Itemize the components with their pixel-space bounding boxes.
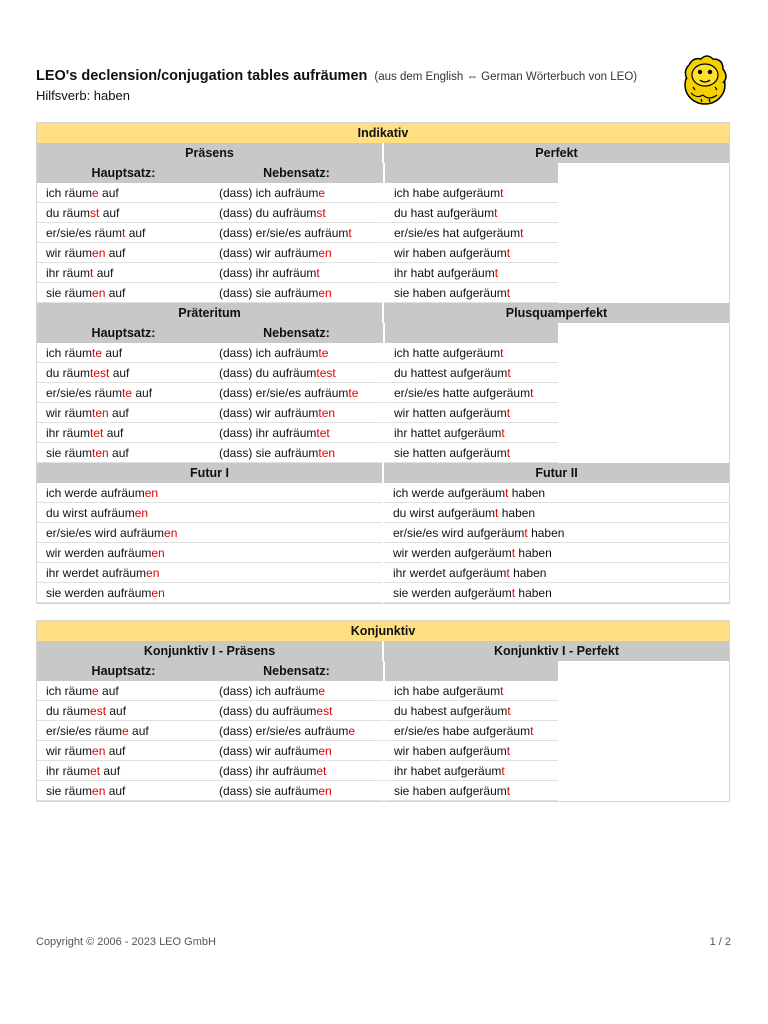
form-stem: du räum <box>46 206 91 220</box>
form-ending: te <box>92 346 103 360</box>
section-title: Indikativ <box>37 123 729 143</box>
nebensatz-form <box>210 443 383 463</box>
perfect-form <box>385 721 558 741</box>
form-stem: er/sie/es hatte aufgeräum <box>394 386 531 400</box>
konjunktiv-table <box>36 620 730 802</box>
form-stem: (dass) er/sie/es aufräum <box>219 724 349 738</box>
hauptsatz-form <box>37 203 210 223</box>
form-stem: wir haben aufgeräum <box>394 246 507 260</box>
form-stem: wir haben aufgeräum <box>394 744 507 758</box>
nebensatz-form <box>210 363 383 383</box>
form-stem: (dass) du aufräum <box>219 366 317 380</box>
form-ending: en <box>318 784 332 798</box>
form-rest: auf <box>106 704 127 718</box>
future-perfect-form <box>384 583 729 603</box>
group-header <box>37 463 729 483</box>
hauptsatz-form <box>37 243 210 263</box>
table-row <box>37 543 729 563</box>
perfect-form <box>385 781 558 801</box>
form-stem: (dass) ich aufräum <box>219 346 319 360</box>
form-ending: en <box>318 246 332 260</box>
hauptsatz-form <box>37 263 210 283</box>
table-row <box>37 781 729 801</box>
form-stem: du hast aufgeräum <box>394 206 495 220</box>
form-stem: ihr räum <box>46 764 91 778</box>
form-stem: wir räum <box>46 406 93 420</box>
tense-right: Konjunktiv I - Perfekt <box>384 641 729 661</box>
form-ending: t <box>500 684 504 698</box>
form-stem: wir werden aufräum <box>46 546 152 560</box>
nebensatz-form <box>210 263 383 283</box>
future-perfect-form <box>384 503 729 523</box>
hauptsatz-label: Hauptsatz: <box>37 661 210 681</box>
form-stem: (dass) wir aufräum <box>219 744 319 758</box>
table-row <box>37 443 729 463</box>
form-ending: ten <box>92 406 109 420</box>
future-form <box>37 543 382 563</box>
form-stem: (dass) du aufräum <box>219 206 317 220</box>
form-rest: auf <box>105 286 126 300</box>
form-stem: sie hatten aufgeräum <box>394 446 507 460</box>
form-stem: er/sie/es wird aufräum <box>46 526 165 540</box>
form-rest: auf <box>108 446 129 460</box>
form-ending: t <box>501 764 505 778</box>
perfect-form <box>385 383 558 403</box>
form-ending: e <box>348 724 356 738</box>
form-stem: (dass) er/sie/es aufräum <box>219 226 349 240</box>
tense-left: Präteritum <box>37 303 382 323</box>
form-ending: t <box>495 506 499 520</box>
future-form <box>37 503 382 523</box>
nebensatz-form <box>210 283 383 303</box>
form-stem: du hattest aufgeräum <box>394 366 508 380</box>
hauptsatz-form <box>37 363 210 383</box>
form-stem: du habest aufgeräum <box>394 704 508 718</box>
form-ending: est <box>90 704 107 718</box>
form-rest: auf <box>98 186 119 200</box>
form-ending: t <box>507 366 511 380</box>
form-ending: en <box>146 566 160 580</box>
form-ending: t <box>506 784 511 798</box>
table-row <box>37 503 729 523</box>
title-line <box>36 66 686 87</box>
form-ending: t <box>494 206 498 220</box>
form-stem: ihr räum <box>46 426 91 440</box>
table-row <box>37 343 729 363</box>
form-ending: t <box>524 526 528 540</box>
form-ending: t <box>348 226 352 240</box>
perfect-form <box>385 761 558 781</box>
group-header <box>37 641 729 661</box>
nebensatz-form <box>210 681 383 701</box>
form-stem: sie haben aufgeräum <box>394 784 507 798</box>
form-ending: t <box>494 266 499 280</box>
form-ending: t <box>506 246 511 260</box>
nebensatz-form <box>210 721 383 741</box>
form-rest: haben <box>508 486 546 500</box>
form-rest: auf <box>105 784 126 798</box>
form-rest: haben <box>498 506 536 520</box>
form-ending: e <box>92 684 99 698</box>
form-ending: t <box>530 386 534 400</box>
form-stem: er/sie/es räum <box>46 386 123 400</box>
form-ending: en <box>92 784 106 798</box>
form-stem: sie räum <box>46 286 93 300</box>
form-ending: te <box>318 346 329 360</box>
table-row <box>37 583 729 603</box>
form-stem: ihr räum <box>46 266 91 280</box>
clause-header <box>37 163 729 183</box>
perfect-form <box>385 223 558 243</box>
form-ending: t <box>506 406 511 420</box>
form-stem: sie räum <box>46 784 93 798</box>
indikativ-table <box>36 122 730 604</box>
form-ending: st <box>316 206 326 220</box>
leo-lion-icon <box>681 53 729 107</box>
form-ending: et <box>90 764 101 778</box>
perfect-form <box>385 443 558 463</box>
form-stem: wir räum <box>46 246 93 260</box>
form-stem: (dass) ihr aufräum <box>219 426 317 440</box>
form-stem: (dass) ihr aufräum <box>219 266 317 280</box>
tense-left: Konjunktiv I - Präsens <box>37 641 382 661</box>
form-stem: (dass) sie aufräum <box>219 784 319 798</box>
conjugation-rows <box>37 343 729 463</box>
nebensatz-form <box>210 183 383 203</box>
table-row <box>37 363 729 383</box>
hauptsatz-form <box>37 681 210 701</box>
hauptsatz-label: Hauptsatz: <box>37 163 210 183</box>
form-ending: t <box>500 186 504 200</box>
form-stem: ich habe aufgeräum <box>394 186 501 200</box>
form-ending: tet <box>90 426 104 440</box>
perfect-form <box>385 363 558 383</box>
form-ending: e <box>122 724 129 738</box>
nebensatz-form <box>210 203 383 223</box>
form-ending: t <box>122 226 126 240</box>
page-title: LEO's declension/conjugation tables aufräumen <box>36 68 368 84</box>
tense-right: Plusquamperfekt <box>384 303 729 323</box>
table-row <box>37 523 729 543</box>
form-ending: te <box>348 386 359 400</box>
form-rest: auf <box>102 346 123 360</box>
nebensatz-label: Nebensatz: <box>210 661 383 681</box>
hauptsatz-form <box>37 781 210 801</box>
form-stem: sie werden aufgeräum <box>393 586 512 600</box>
form-ending: en <box>164 526 178 540</box>
form-rest: auf <box>125 226 146 240</box>
form-stem: ihr werdet aufgeräum <box>393 566 507 580</box>
form-stem: ihr werdet aufräum <box>46 566 147 580</box>
form-ending: en <box>318 286 332 300</box>
form-ending: t <box>501 426 505 440</box>
table-row <box>37 283 729 303</box>
clause-header <box>37 661 729 681</box>
form-stem: ihr hattet aufgeräum <box>394 426 502 440</box>
nebensatz-form <box>210 761 383 781</box>
perfect-form <box>385 741 558 761</box>
form-ending: t <box>511 586 516 600</box>
form-stem: du wirst aufgeräum <box>393 506 496 520</box>
form-ending: st <box>90 206 100 220</box>
form-ending: t <box>507 704 511 718</box>
form-stem: ich räum <box>46 346 93 360</box>
clause-header <box>37 323 729 343</box>
hauptsatz-form <box>37 761 210 781</box>
table-row <box>37 741 729 761</box>
form-stem: er/sie/es hat aufgeräum <box>394 226 521 240</box>
nebensatz-form <box>210 423 383 443</box>
table-row <box>37 701 729 721</box>
hauptsatz-form <box>37 701 210 721</box>
table-row <box>37 263 729 283</box>
form-stem: (dass) wir aufräum <box>219 406 319 420</box>
hauptsatz-form <box>37 183 210 203</box>
table-row <box>37 183 729 203</box>
hauptsatz-form <box>37 403 210 423</box>
tense-left: Futur I <box>37 463 382 483</box>
form-ending: t <box>530 724 534 738</box>
form-rest: haben <box>527 526 565 540</box>
table-row <box>37 721 729 741</box>
hauptsatz-form <box>37 423 210 443</box>
form-stem: wir räum <box>46 744 93 758</box>
table-row <box>37 761 729 781</box>
nebensatz-form <box>210 403 383 423</box>
form-rest: auf <box>132 386 153 400</box>
table-row <box>37 681 729 701</box>
group-header <box>37 143 729 163</box>
form-rest: auf <box>93 266 114 280</box>
future-form <box>37 523 382 543</box>
perfect-form <box>385 681 558 701</box>
hauptsatz-form <box>37 443 210 463</box>
nebensatz-form <box>210 701 383 721</box>
form-stem: ich hatte aufgeräum <box>394 346 501 360</box>
form-rest: haben <box>515 586 552 600</box>
perfect-form <box>385 423 558 443</box>
auxiliary-verb: Hilfsverb: haben <box>36 88 130 103</box>
form-stem: er/sie/es habe aufgeräum <box>394 724 531 738</box>
form-ending: en <box>92 744 106 758</box>
form-ending: t <box>505 486 509 500</box>
form-stem: (dass) sie aufräum <box>219 286 319 300</box>
form-ending: en <box>151 586 165 600</box>
nebensatz-form <box>210 741 383 761</box>
hauptsatz-label: Hauptsatz: <box>37 323 210 343</box>
form-stem: wir hatten aufgeräum <box>394 406 507 420</box>
table-row <box>37 423 729 443</box>
form-stem: (dass) wir aufräum <box>219 246 319 260</box>
form-stem: sie haben aufgeräum <box>394 286 507 300</box>
conjugation-rows <box>37 183 729 303</box>
form-ending: t <box>506 286 511 300</box>
form-ending: en <box>92 286 106 300</box>
form-ending: t <box>500 346 504 360</box>
table-row <box>37 243 729 263</box>
form-stem: ich räum <box>46 684 93 698</box>
form-stem: er/sie/es wird aufgeräum <box>393 526 525 540</box>
form-ending: en <box>151 546 165 560</box>
perfect-form <box>385 343 558 363</box>
empty-header-cell <box>385 661 558 681</box>
group-header <box>37 303 729 323</box>
tense-right: Perfekt <box>384 143 729 163</box>
hauptsatz-form <box>37 741 210 761</box>
nebensatz-label: Nebensatz: <box>210 163 383 183</box>
hauptsatz-form <box>37 223 210 243</box>
form-stem: er/sie/es räum <box>46 724 123 738</box>
form-stem: ihr habt aufgeräum <box>394 266 495 280</box>
empty-header-cell <box>385 163 558 183</box>
form-stem: er/sie/es räum <box>46 226 123 240</box>
form-stem: (dass) du aufräum <box>219 704 317 718</box>
form-stem: du räum <box>46 704 91 718</box>
dictionary-source: (aus dem English ⇔ German Wörterbuch von LEO) <box>374 71 638 83</box>
empty-header-cell <box>385 323 558 343</box>
perfect-form <box>385 283 558 303</box>
future-form <box>37 563 382 583</box>
form-ending: te <box>122 386 133 400</box>
form-ending: t <box>511 546 516 560</box>
form-rest: haben <box>515 546 552 560</box>
form-ending: e <box>318 186 326 200</box>
form-ending: ten <box>318 406 336 420</box>
form-rest: auf <box>100 764 121 778</box>
table-row <box>37 383 729 403</box>
hauptsatz-form <box>37 283 210 303</box>
form-ending: e <box>92 186 99 200</box>
form-ending: est <box>316 704 333 718</box>
form-rest: auf <box>98 684 119 698</box>
tense-right: Futur II <box>384 463 729 483</box>
form-stem: wir werden aufgeräum <box>393 546 512 560</box>
form-stem: (dass) er/sie/es aufräum <box>219 386 349 400</box>
form-ending: en <box>318 744 332 758</box>
form-ending: en <box>144 486 159 500</box>
form-ending: t <box>90 266 94 280</box>
perfect-form <box>385 263 558 283</box>
form-rest: auf <box>108 406 129 420</box>
form-stem: ich habe aufgeräum <box>394 684 501 698</box>
table-row <box>37 483 729 503</box>
form-ending: et <box>316 764 327 778</box>
perfect-form <box>385 403 558 423</box>
table-row <box>37 403 729 423</box>
form-ending: t <box>316 266 320 280</box>
form-stem: ich räum <box>46 186 93 200</box>
future-form <box>37 583 382 603</box>
nebensatz-form <box>210 223 383 243</box>
future-perfect-form <box>384 523 729 543</box>
form-ending: test <box>316 366 336 380</box>
form-stem: (dass) ich aufräum <box>219 684 319 698</box>
form-ending: tet <box>316 426 330 440</box>
perfect-form <box>385 701 558 721</box>
perfect-form <box>385 183 558 203</box>
form-stem: ich werde aufräum <box>46 486 145 500</box>
form-ending: e <box>318 684 326 698</box>
perfect-form <box>385 243 558 263</box>
form-stem: ihr habet aufgeräum <box>394 764 502 778</box>
form-stem: (dass) sie aufräum <box>219 446 319 460</box>
page-header <box>36 66 686 104</box>
form-stem: sie werden aufräum <box>46 586 152 600</box>
future-perfect-form <box>384 543 729 563</box>
form-stem: (dass) ihr aufräum <box>219 764 317 778</box>
nebensatz-form <box>210 781 383 801</box>
nebensatz-form <box>210 343 383 363</box>
form-ending: ten <box>318 446 336 460</box>
table-row <box>37 563 729 583</box>
nebensatz-form <box>210 243 383 263</box>
form-ending: t <box>520 226 524 240</box>
form-stem: (dass) ich aufräum <box>219 186 319 200</box>
form-rest: haben <box>509 566 547 580</box>
form-rest: auf <box>128 724 149 738</box>
copyright: Copyright © 2006 - 2023 LEO GmbH <box>36 936 216 948</box>
form-rest: auf <box>103 426 124 440</box>
nebensatz-label: Nebensatz: <box>210 323 383 343</box>
tense-left: Präsens <box>37 143 382 163</box>
future-form <box>37 483 382 503</box>
hauptsatz-form <box>37 383 210 403</box>
nebensatz-form <box>210 383 383 403</box>
form-stem: sie räum <box>46 446 93 460</box>
future-perfect-form <box>384 563 729 583</box>
form-ending: en <box>134 506 149 520</box>
conjugation-rows <box>37 681 729 801</box>
section-title: Konjunktiv <box>37 621 729 641</box>
form-stem: du räum <box>46 366 91 380</box>
form-rest: auf <box>109 366 130 380</box>
form-stem: du wirst aufräum <box>46 506 135 520</box>
form-ending: ten <box>92 446 109 460</box>
form-rest: auf <box>99 206 120 220</box>
form-ending: en <box>92 246 106 260</box>
hauptsatz-form <box>37 721 210 741</box>
form-rest: auf <box>105 246 126 260</box>
form-ending: t <box>506 744 511 758</box>
future-perfect-form <box>384 483 729 503</box>
form-stem: ich werde aufgeräum <box>393 486 506 500</box>
form-ending: t <box>506 446 511 460</box>
hauptsatz-form <box>37 343 210 363</box>
conjugation-rows <box>37 483 729 603</box>
table-row <box>37 203 729 223</box>
page-number: 1 / 2 <box>709 936 731 948</box>
form-rest: auf <box>105 744 126 758</box>
form-ending: test <box>90 366 110 380</box>
form-ending: t <box>506 566 510 580</box>
perfect-form <box>385 203 558 223</box>
table-row <box>37 223 729 243</box>
